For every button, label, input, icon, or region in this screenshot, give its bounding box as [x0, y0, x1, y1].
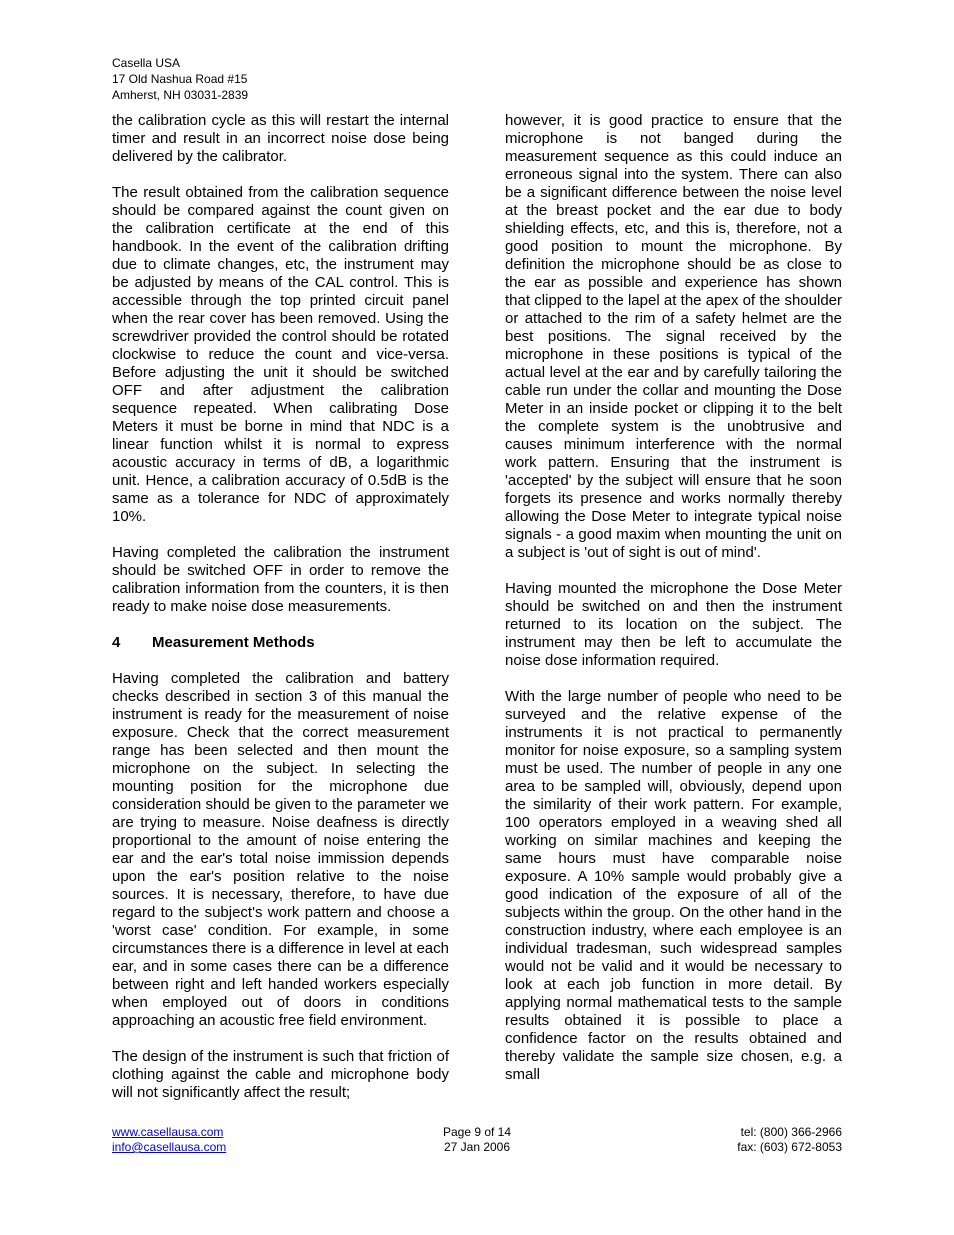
- company-name: Casella USA: [112, 56, 181, 70]
- paragraph: Having mounted the microphone the Dose Meter should be switched on and then the instrument returned to its location on the subject. The instrument may then be left to accumulate the noise dose information required.: [505, 580, 842, 669]
- left-column: [112, 112, 449, 1102]
- paragraph: the calibration cycle as this will restart the internal timer and result in an incorrect noise dose being delivered by the calibrator.: [112, 112, 449, 165]
- paragraph: With the large number of people who need to be surveyed and the relative expense of the instruments it is not practical to permanently monitor for noise exposure, so a sampling system must be used. The number of people in any one area to be sampled will, obviously, depend upon the similarity of their work pattern. For example, 100 operators employed in a weaving shed all working on similar machines and keeping the same hours must have comparable noise exposure. A 10% sample would probably give a good indication of the exposure of all of the subjects within the group. On the other hand in the construction industry, where each employee is an individual tradesman, such widespread samples would not be valid and it would be necessary to look at each job function in more detail. By applying normal mathematical tests to the sample results obtained it is possible to place a confidence factor on the results obtained and thereby validate the sample size chosen, e.g. a small: [505, 688, 842, 1083]
- footer-contact: [642, 1125, 842, 1155]
- section-number: 4: [112, 634, 121, 651]
- paragraph: The result obtained from the calibration sequence should be compared against the count given on the calibration certificate at the end of this handbook. In the event of the calibration drifting due to climate changes, etc, the instrument may be adjusted by means of the CAL control. This is accessible through the top printed circuit panel when the rear cover has been removed. Using the screwdriver provided the control should be rotated clockwise to reduce the count and vice-versa. Before adjusting the unit it should be switched OFF and after adjustment the calibration sequence repeated. When calibrating Dose Meters it must be borne in mind that NDC is a linear function whilst it is normal to express acoustic accuracy in terms of dB, a logarithmic unit. Hence, a calibration accuracy of 0.5dB is the same as a tolerance for NDC of approximately 10%.: [112, 184, 449, 525]
- right-column: [505, 112, 842, 1084]
- section-title: Measurement Methods: [152, 634, 315, 651]
- footer-links: [112, 1125, 226, 1155]
- website-link[interactable]: www.casellausa.com: [112, 1125, 224, 1139]
- document-date: 27 Jan 2006: [443, 1140, 511, 1154]
- page-header: [112, 55, 248, 103]
- email-link[interactable]: info@casellausa.com: [112, 1140, 227, 1154]
- phone-number: tel: (800) 366-2966: [740, 1125, 842, 1139]
- address-line-1: 17 Old Nashua Road #15: [112, 72, 248, 86]
- paragraph: Having completed the calibration the instrument should be switched OFF in order to remove the calibration information from the counters, it is then ready to make noise dose measurements.: [112, 544, 449, 615]
- paragraph: Having completed the calibration and battery checks described in section 3 of this manual the instrument is ready for the measurement of noise exposure. Check that the correct measurement range has been selected and then mount the microphone on the subject. In selecting the mounting position for the microphone due consideration should be given to the parameter we are trying to measure. Noise deafness is directly proportional to the amount of noise entering the ear and the ear's total noise immission depends upon the ear's position relative to the noise sources. It is necessary, therefore, to have due regard to the subject's work pattern and choose a 'worst case' condition. For example, in some circumstances there is a difference in level at each ear, and in some cases there can be a difference between right and left handed workers especially when employed out of doors in conditions approaching an acoustic free field environment.: [112, 670, 449, 1029]
- address-line-2: Amherst, NH 03031-2839: [112, 88, 249, 102]
- section-heading: [112, 634, 449, 652]
- paragraph: however, it is good practice to ensure that the microphone is not banged during the measurement sequence as this could induce an erroneous signal into the system. There can also be a significant difference between the noise level at the breast pocket and the ear due to body shielding effects, etc, and this is, therefore, not a good position to mount the microphone. By definition the microphone should be as close to the ear as possible and experience has shown that clipped to the lapel at the apex of the shoulder or attached to the rim of a safety helmet are the best positions. The signal received by the microphone in these positions is typical of the actual level at the ear and by carefully tailoring the cable run under the collar and mounting the Dose Meter in an inside pocket or clipping it to the belt the complete system is the unobtrusive and causes minimum interference with the normal work pattern. Ensuring that the instrument is 'accepted' by the subject will ensure that he soon forgets its presence and works normally thereby allowing the Dose Meter to integrate typical noise signals - a good maxim when mounting the unit on a subject is 'out of sight is out of mind'.: [505, 112, 842, 561]
- paragraph: The design of the instrument is such that friction of clothing against the cable and microphone body will not significantly affect the result;: [112, 1048, 449, 1101]
- fax-number: fax: (603) 672-8053: [737, 1140, 842, 1154]
- page-number: Page 9 of 14: [442, 1125, 512, 1139]
- footer-page-info: [377, 1125, 577, 1155]
